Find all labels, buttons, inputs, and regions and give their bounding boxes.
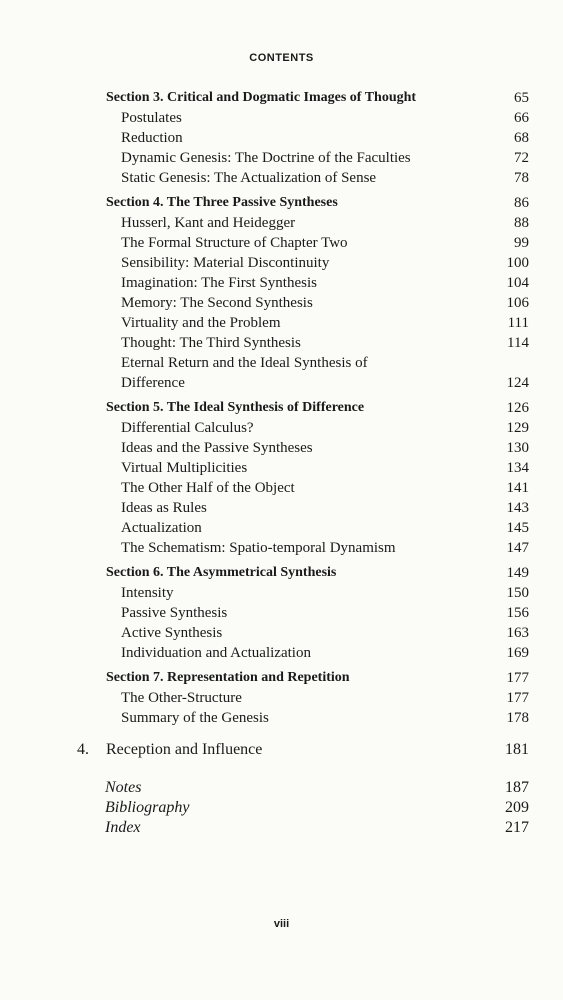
section-title: Section 3. Critical and Dogmatic Images of Thought <box>106 90 417 105</box>
page-number: 66 <box>514 110 529 126</box>
toc-entry <box>0 373 563 393</box>
toc-entry <box>0 418 563 438</box>
entry-title: Static Genesis: The Actualization of Sense <box>121 170 377 186</box>
section-title: Section 4. The Three Passive Syntheses <box>106 195 338 210</box>
entry-title: Individuation and Actualization <box>121 645 311 661</box>
toc-entry <box>0 353 563 373</box>
section-heading <box>0 88 563 108</box>
page-number: 99 <box>514 235 529 251</box>
toc-entry <box>0 168 563 188</box>
page-number: 65 <box>514 90 529 106</box>
section-heading <box>0 668 563 688</box>
toc-entry <box>0 478 563 498</box>
entry-title: Husserl, Kant and Heidegger <box>121 215 296 231</box>
section-heading <box>0 563 563 583</box>
chapter-number: 4. <box>77 741 89 758</box>
toc-entry <box>0 538 563 558</box>
page-number: 134 <box>506 460 529 476</box>
folio-page-number: viii <box>273 918 290 930</box>
page-number: 150 <box>506 585 529 601</box>
toc-entry <box>0 583 563 603</box>
page-number: 111 <box>507 315 529 331</box>
section-title: Section 6. The Asymmetrical Synthesis <box>106 565 337 580</box>
page-number: 104 <box>506 275 529 291</box>
toc-entry <box>0 108 563 128</box>
page-number: 114 <box>507 335 529 351</box>
toc-entry <box>0 458 563 478</box>
page-number: 100 <box>506 255 529 271</box>
entry-title: Dynamic Genesis: The Doctrine of the Faculties <box>121 150 411 166</box>
page-number: 181 <box>505 741 529 758</box>
page-number: 129 <box>506 420 529 436</box>
chapter-title: Reception and Influence <box>106 741 263 758</box>
entry-title: Memory: The Second Synthesis <box>121 295 313 311</box>
entry-title: Differential Calculus? <box>121 420 254 436</box>
table-of-contents <box>0 88 563 838</box>
toc-entry <box>0 313 563 333</box>
page-number: 187 <box>505 779 529 796</box>
entry-title: Passive Synthesis <box>121 605 228 621</box>
entry-title: Ideas and the Passive Syntheses <box>121 440 313 456</box>
toc-entry <box>0 213 563 233</box>
toc-entry <box>0 603 563 623</box>
page-number: 143 <box>506 500 529 516</box>
entry-title: Imagination: The First Synthesis <box>121 275 317 291</box>
entry-title: Thought: The Third Synthesis <box>121 335 301 351</box>
page-number: 147 <box>506 540 529 556</box>
entry-title: Ideas as Rules <box>121 500 207 516</box>
page-number: 130 <box>506 440 529 456</box>
page-number: 72 <box>514 150 529 166</box>
toc-entry <box>0 128 563 148</box>
section-heading <box>0 193 563 213</box>
page-number: 78 <box>514 170 529 186</box>
page-number: 178 <box>506 710 529 726</box>
entry-title: Reduction <box>121 130 183 146</box>
toc-entry <box>0 293 563 313</box>
page-number: 156 <box>506 605 529 621</box>
back-matter-title: Index <box>105 819 141 836</box>
page-number: 126 <box>506 400 529 416</box>
toc-entry <box>0 688 563 708</box>
page-number: 177 <box>506 670 529 686</box>
toc-entry <box>0 333 563 353</box>
back-matter-entry <box>0 778 563 798</box>
toc-entry <box>0 623 563 643</box>
page-number: 169 <box>506 645 529 661</box>
page-number: 86 <box>514 195 529 211</box>
entry-title: Postulates <box>121 110 182 126</box>
back-matter-title: Notes <box>105 779 142 796</box>
back-matter-entry <box>0 818 563 838</box>
toc-entry <box>0 498 563 518</box>
section-title: Section 7. Representation and Repetition <box>106 670 350 685</box>
toc-entry <box>0 708 563 728</box>
toc-entry <box>0 518 563 538</box>
toc-entry <box>0 273 563 293</box>
entry-title: Virtual Multiplicities <box>121 460 248 476</box>
page-number: 124 <box>506 375 529 391</box>
entry-title: Eternal Return and the Ideal Synthesis of <box>121 355 368 371</box>
toc-entry <box>0 253 563 273</box>
entry-title: The Formal Structure of Chapter Two <box>121 235 348 251</box>
toc-entry <box>0 438 563 458</box>
entry-title: The Other Half of the Object <box>121 480 295 496</box>
entry-title: Virtuality and the Problem <box>121 315 281 331</box>
page-number: 209 <box>505 799 529 816</box>
page-number: 141 <box>506 480 529 496</box>
page-number: 88 <box>514 215 529 231</box>
page-number: 149 <box>506 565 529 581</box>
entry-title: Difference <box>121 375 185 391</box>
entry-title: Intensity <box>121 585 174 601</box>
entry-title: Summary of the Genesis <box>121 710 269 726</box>
toc-entry <box>0 233 563 253</box>
entry-title: Sensibility: Material Discontinuity <box>121 255 330 271</box>
back-matter-title: Bibliography <box>105 799 190 816</box>
page-number: 163 <box>506 625 529 641</box>
chapter-entry <box>0 738 563 762</box>
toc-entry <box>0 643 563 663</box>
page-number: 217 <box>505 819 529 836</box>
page-number: 106 <box>506 295 529 311</box>
page-number: 177 <box>506 690 529 706</box>
page-number: 68 <box>514 130 529 146</box>
entry-title: The Other-Structure <box>121 690 242 706</box>
entry-title: Actualization <box>121 520 202 536</box>
section-heading <box>0 398 563 418</box>
entry-title: The Schematism: Spatio-temporal Dynamism <box>121 540 396 556</box>
contents-heading: CONTENTS <box>249 52 314 64</box>
entry-title: Active Synthesis <box>121 625 223 641</box>
section-title: Section 5. The Ideal Synthesis of Difference <box>106 400 365 415</box>
back-matter-entry <box>0 798 563 818</box>
page-number: 145 <box>506 520 529 536</box>
toc-entry <box>0 148 563 168</box>
